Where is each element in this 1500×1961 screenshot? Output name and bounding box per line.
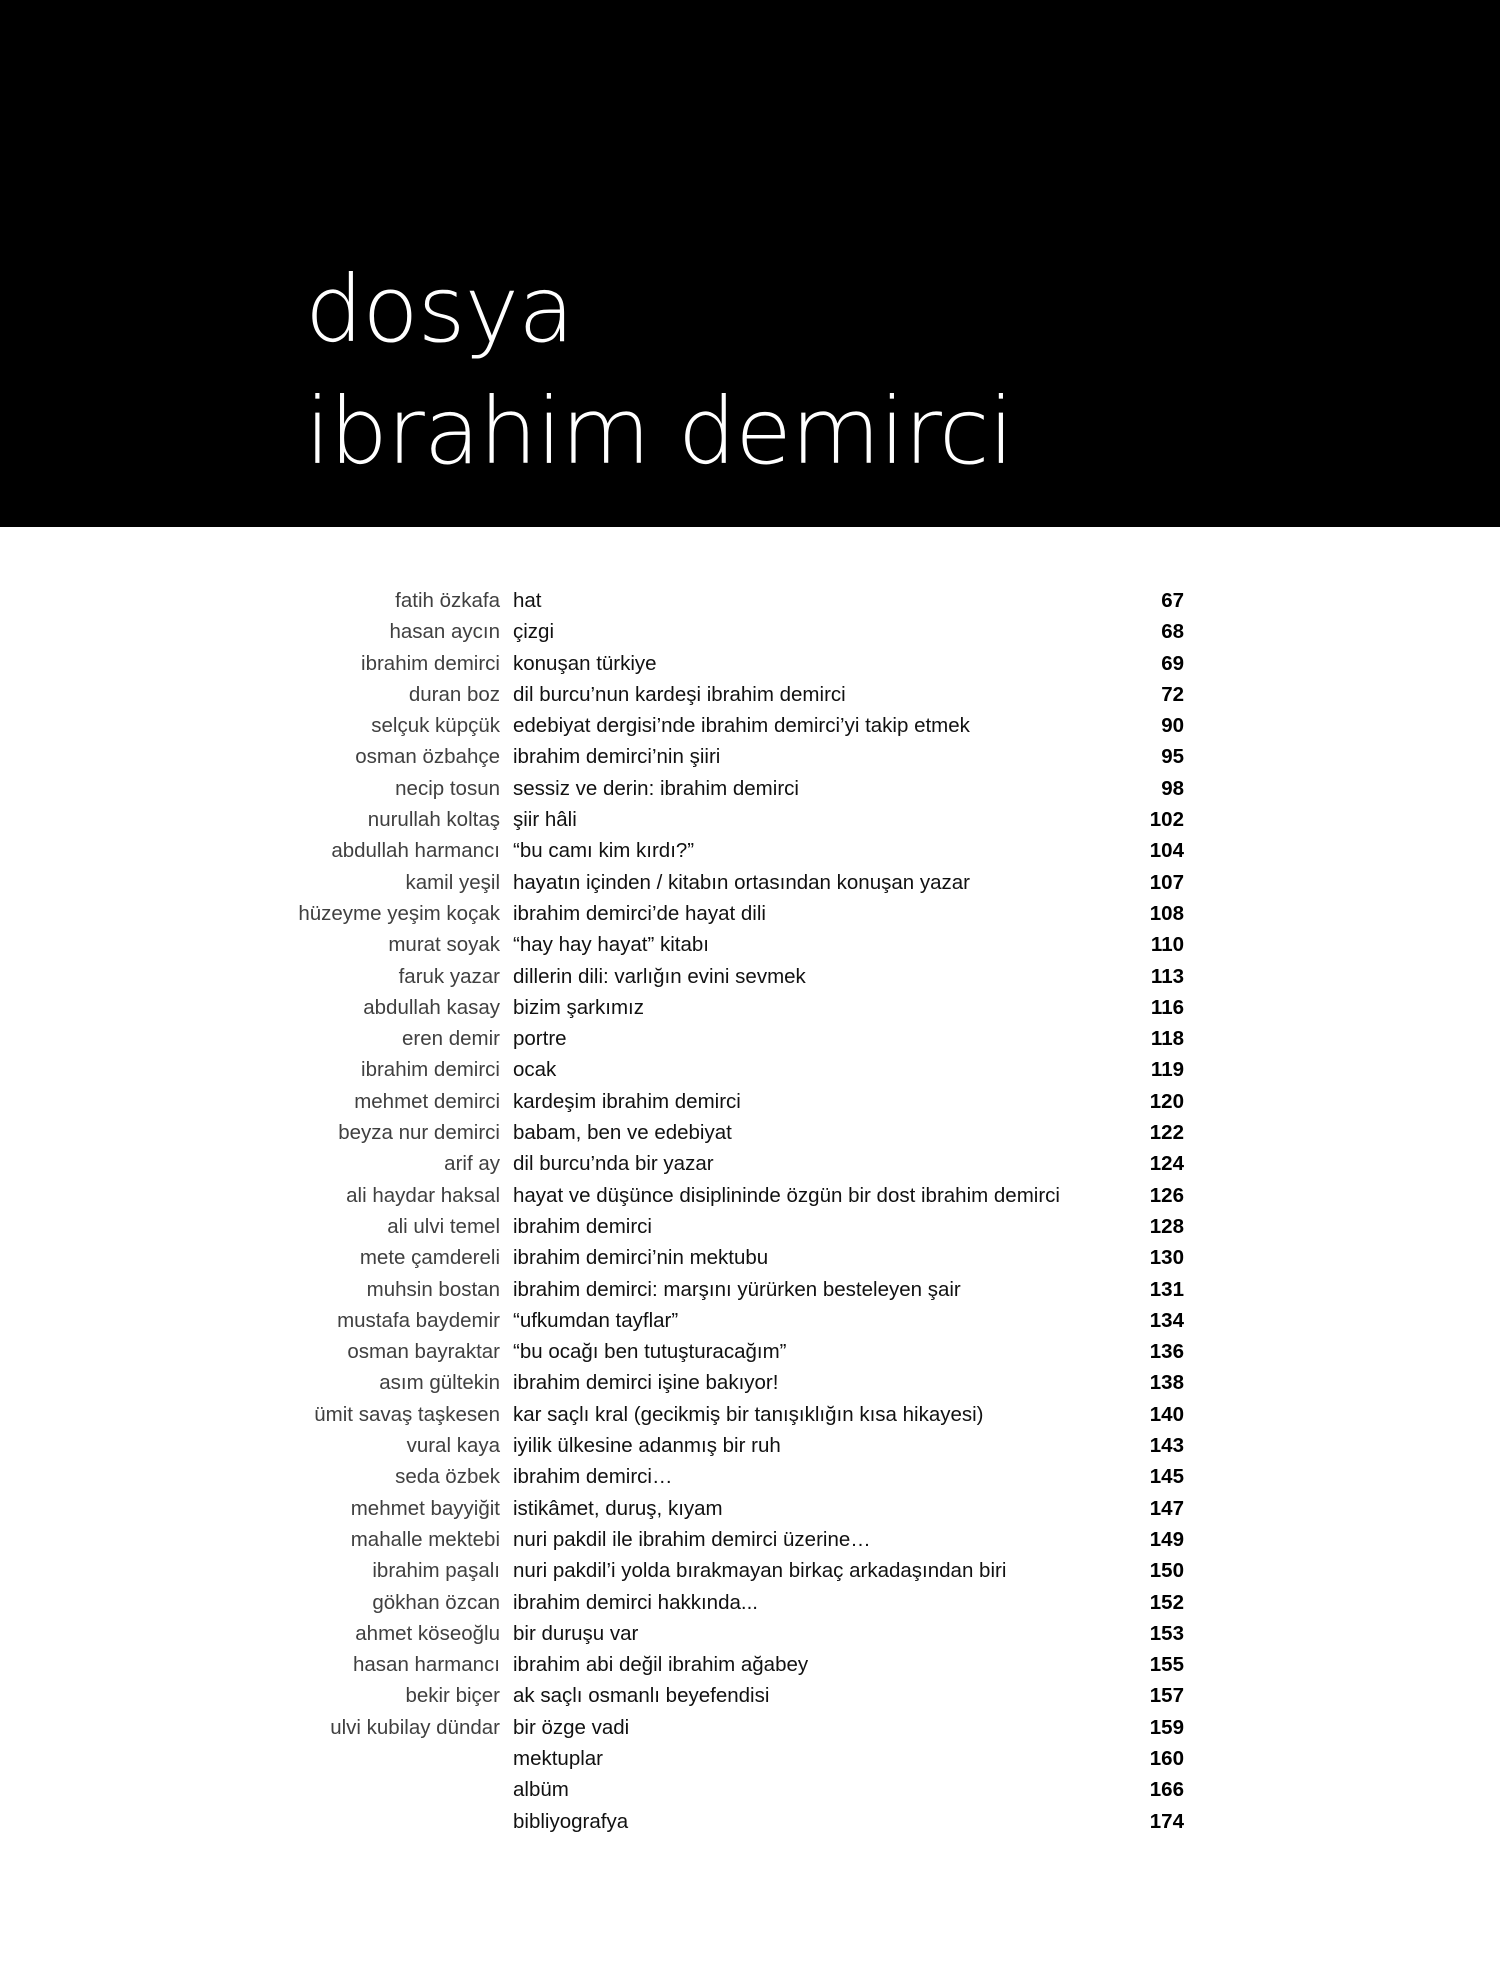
toc-page-number: 138 bbox=[1149, 1371, 1184, 1395]
toc-author: ahmet köseoğlu bbox=[355, 1621, 500, 1645]
toc-article-title: ibrahim demirci’nin şiiri bbox=[513, 745, 721, 769]
toc-row bbox=[0, 1430, 1500, 1461]
toc-article-title: ibrahim demirci: marşını yürürken besteleyen şair bbox=[513, 1277, 961, 1301]
toc-page-number: 95 bbox=[1161, 745, 1184, 769]
toc-article-title: istikâmet, duruş, kıyam bbox=[513, 1496, 723, 1520]
toc-article-title: bizim şarkımız bbox=[513, 995, 644, 1019]
toc-page-number: 152 bbox=[1149, 1590, 1184, 1614]
toc-article-title: nuri pakdil ile ibrahim demirci üzerine… bbox=[513, 1527, 871, 1551]
toc-page-number: 149 bbox=[1149, 1527, 1184, 1551]
toc-row bbox=[0, 1305, 1500, 1336]
toc-page-number: 113 bbox=[1150, 964, 1184, 988]
toc-row bbox=[0, 1524, 1500, 1555]
toc-article-title: bir özge vadi bbox=[513, 1715, 630, 1739]
toc-row bbox=[0, 1117, 1500, 1148]
toc-page-number: 160 bbox=[1149, 1746, 1184, 1770]
toc-page-number: 145 bbox=[1149, 1465, 1184, 1489]
toc-row bbox=[0, 929, 1500, 960]
toc-article-title: dil burcu’nun kardeşi ibrahim demirci bbox=[513, 682, 846, 706]
table-of-contents bbox=[0, 585, 1500, 1837]
toc-article-title: mektuplar bbox=[513, 1746, 604, 1770]
toc-author: osman bayraktar bbox=[347, 1340, 500, 1364]
toc-article-title: şiir hâli bbox=[513, 808, 577, 832]
toc-page-number: 118 bbox=[1150, 1027, 1184, 1051]
toc-page-number: 69 bbox=[1161, 651, 1184, 675]
toc-article-title: ak saçlı osmanlı beyefendisi bbox=[513, 1684, 770, 1708]
toc-page-number: 122 bbox=[1149, 1121, 1184, 1145]
toc-article-title: portre bbox=[513, 1027, 567, 1051]
toc-author: kamil yeşil bbox=[405, 870, 500, 894]
toc-article-title: dillerin dili: varlığın evini sevmek bbox=[513, 964, 806, 988]
toc-article-title: sessiz ve derin: ibrahim demirci bbox=[513, 776, 799, 800]
toc-author: mustafa baydemir bbox=[337, 1308, 500, 1332]
toc-row bbox=[0, 961, 1500, 992]
toc-article-title: edebiyat dergisi’nde ibrahim demirci’yi takip etmek bbox=[513, 714, 970, 738]
toc-article-title: çizgi bbox=[513, 620, 555, 644]
toc-page-number: 128 bbox=[1149, 1214, 1184, 1238]
toc-page-number: 102 bbox=[1149, 808, 1184, 832]
toc-row bbox=[0, 1774, 1500, 1805]
toc-row bbox=[0, 1054, 1500, 1085]
toc-author: hasan aycın bbox=[389, 620, 500, 644]
toc-article-title: iyilik ülkesine adanmış bir ruh bbox=[513, 1434, 781, 1458]
toc-row bbox=[0, 1211, 1500, 1242]
toc-article-title: kardeşim ibrahim demirci bbox=[513, 1089, 741, 1113]
toc-row bbox=[0, 585, 1500, 616]
toc-page-number: 120 bbox=[1149, 1089, 1184, 1113]
toc-article-title: albüm bbox=[513, 1778, 569, 1802]
toc-page-number: 174 bbox=[1149, 1809, 1184, 1833]
toc-row bbox=[0, 741, 1500, 772]
toc-page-number: 119 bbox=[1150, 1058, 1184, 1082]
toc-row bbox=[0, 773, 1500, 804]
toc-page-number: 72 bbox=[1161, 682, 1184, 706]
toc-row bbox=[0, 1461, 1500, 1492]
toc-row bbox=[0, 1806, 1500, 1837]
toc-article-title: ibrahim abi değil ibrahim ağabey bbox=[513, 1653, 809, 1677]
section-title-name: ibrahim demirci bbox=[305, 378, 1014, 485]
toc-page-number: 136 bbox=[1149, 1340, 1184, 1364]
toc-row bbox=[0, 710, 1500, 741]
toc-article-title: kar saçlı kral (gecikmiş bir tanışıklığın kısa hikayesi) bbox=[513, 1402, 984, 1426]
toc-author: bekir biçer bbox=[405, 1684, 500, 1708]
toc-row bbox=[0, 1587, 1500, 1618]
toc-author: hasan harmancı bbox=[352, 1653, 500, 1677]
toc-author: vural kaya bbox=[406, 1434, 500, 1458]
toc-author: gökhan özcan bbox=[372, 1590, 500, 1614]
toc-row bbox=[0, 679, 1500, 710]
toc-author: fatih özkafa bbox=[395, 589, 500, 612]
toc-row bbox=[0, 1649, 1500, 1680]
toc-page-number: 68 bbox=[1161, 620, 1184, 644]
toc-row bbox=[0, 1493, 1500, 1524]
toc-author: ulvi kubilay dündar bbox=[330, 1715, 500, 1739]
toc-author: osman özbahçe bbox=[355, 745, 500, 769]
toc-article-title: ocak bbox=[513, 1058, 557, 1082]
toc-row bbox=[0, 1023, 1500, 1054]
toc-article-title: bibliyografya bbox=[513, 1809, 629, 1833]
toc-row bbox=[0, 867, 1500, 898]
toc-author: ümit savaş taşkesen bbox=[314, 1402, 500, 1426]
toc-article-title: “ufkumdan tayflar” bbox=[513, 1308, 679, 1332]
toc-row bbox=[0, 898, 1500, 929]
toc-article-title: ibrahim demirci’nin mektubu bbox=[513, 1246, 769, 1270]
toc-page-number: 104 bbox=[1149, 839, 1184, 863]
toc-row bbox=[0, 1618, 1500, 1649]
toc-article-title: bir duruşu var bbox=[513, 1621, 639, 1645]
toc-page-number: 67 bbox=[1161, 589, 1184, 612]
toc-row bbox=[0, 616, 1500, 647]
toc-page-number: 166 bbox=[1149, 1778, 1184, 1802]
toc-page-number: 134 bbox=[1149, 1308, 1184, 1332]
toc-author: murat soyak bbox=[388, 933, 500, 957]
toc-author: mete çamdereli bbox=[359, 1246, 500, 1270]
section-title-dosya: dosya bbox=[305, 256, 574, 363]
toc-row bbox=[0, 1680, 1500, 1711]
toc-article-title: ibrahim demirci’de hayat dili bbox=[513, 901, 766, 925]
toc-author: mahalle mektebi bbox=[350, 1527, 500, 1551]
toc-article-title: nuri pakdil’i yolda bırakmayan birkaç arkadaşından biri bbox=[513, 1559, 1007, 1583]
toc-author: necip tosun bbox=[395, 776, 500, 800]
toc-article-title: hat bbox=[513, 589, 542, 612]
toc-page-number: 131 bbox=[1149, 1277, 1184, 1301]
toc-page-number: 110 bbox=[1150, 933, 1184, 957]
toc-author: beyza nur demirci bbox=[338, 1121, 500, 1145]
toc-row bbox=[0, 1148, 1500, 1179]
toc-author: abdullah harmancı bbox=[331, 839, 500, 863]
toc-article-title: ibrahim demirci işine bakıyor! bbox=[513, 1371, 779, 1395]
header-banner bbox=[0, 0, 1500, 527]
toc-author: mehmet demirci bbox=[354, 1089, 500, 1113]
toc-author: duran boz bbox=[408, 682, 500, 706]
toc-author: faruk yazar bbox=[398, 964, 500, 988]
toc-author: mehmet bayyiğit bbox=[350, 1496, 500, 1520]
toc-row bbox=[0, 1712, 1500, 1743]
toc-page-number: 126 bbox=[1149, 1183, 1184, 1207]
toc-row bbox=[0, 835, 1500, 866]
toc-row bbox=[0, 992, 1500, 1023]
toc-row bbox=[0, 1743, 1500, 1774]
toc-article-title: babam, ben ve edebiyat bbox=[513, 1121, 732, 1145]
toc-row bbox=[0, 1242, 1500, 1273]
toc-page-number: 147 bbox=[1149, 1496, 1184, 1520]
toc-article-title: “bu ocağı ben tutuşturacağım” bbox=[513, 1340, 787, 1364]
toc-author: abdullah kasay bbox=[363, 995, 500, 1019]
toc-article-title: “hay hay hayat” kitabı bbox=[513, 933, 709, 957]
toc-row bbox=[0, 648, 1500, 679]
toc-row bbox=[0, 1555, 1500, 1586]
toc-author: nurullah koltaş bbox=[367, 808, 500, 832]
toc-article-title: ibrahim demirci bbox=[513, 1214, 652, 1238]
toc-article-title: ibrahim demirci hakkında... bbox=[513, 1590, 758, 1614]
toc-page-number: 157 bbox=[1149, 1684, 1184, 1708]
toc-page-number: 143 bbox=[1149, 1434, 1184, 1458]
toc-article-title: ibrahim demirci… bbox=[513, 1465, 673, 1489]
toc-row bbox=[0, 1180, 1500, 1211]
toc-page-number: 107 bbox=[1149, 870, 1184, 894]
toc-page-number: 98 bbox=[1161, 776, 1184, 800]
toc-page-number: 108 bbox=[1149, 901, 1184, 925]
toc-article-title: “bu camı kim kırdı?” bbox=[513, 839, 695, 863]
toc-page-number: 159 bbox=[1149, 1715, 1184, 1739]
toc-row bbox=[0, 1086, 1500, 1117]
toc-author: muhsin bostan bbox=[366, 1277, 500, 1301]
toc-page-number: 140 bbox=[1149, 1402, 1184, 1426]
toc-author: eren demir bbox=[402, 1027, 500, 1051]
toc-page-number: 155 bbox=[1149, 1653, 1184, 1677]
toc-row bbox=[0, 1274, 1500, 1305]
toc-author: ibrahim demirci bbox=[361, 1058, 500, 1082]
toc-author: ibrahim paşalı bbox=[372, 1559, 500, 1583]
toc-author: selçuk küpçük bbox=[371, 714, 500, 738]
toc-author: arif ay bbox=[444, 1152, 500, 1176]
toc-row bbox=[0, 804, 1500, 835]
toc-article-title: hayatın içinden / kitabın ortasından konuşan yazar bbox=[513, 870, 970, 894]
toc-article-title: konuşan türkiye bbox=[513, 651, 657, 675]
toc-page-number: 150 bbox=[1149, 1559, 1184, 1583]
toc-page-number: 130 bbox=[1149, 1246, 1184, 1270]
toc-row bbox=[0, 1399, 1500, 1430]
toc-row bbox=[0, 1336, 1500, 1367]
toc-page-number: 90 bbox=[1161, 714, 1184, 738]
toc-author: asım gültekin bbox=[379, 1371, 500, 1395]
toc-article-title: dil burcu’nda bir yazar bbox=[513, 1152, 714, 1176]
toc-author: seda özbek bbox=[395, 1465, 500, 1489]
toc-row bbox=[0, 1367, 1500, 1398]
toc-page-number: 124 bbox=[1149, 1152, 1184, 1176]
toc-article-title: hayat ve düşünce disiplininde özgün bir dost ibrahim demirci bbox=[513, 1183, 1060, 1207]
toc-page-number: 116 bbox=[1150, 995, 1184, 1019]
toc-author: ibrahim demirci bbox=[361, 651, 500, 675]
toc-author: ali haydar haksal bbox=[346, 1183, 500, 1207]
toc-page-number: 153 bbox=[1149, 1621, 1184, 1645]
toc-author: hüzeyme yeşim koçak bbox=[298, 901, 500, 925]
toc-author: ali ulvi temel bbox=[387, 1214, 500, 1238]
